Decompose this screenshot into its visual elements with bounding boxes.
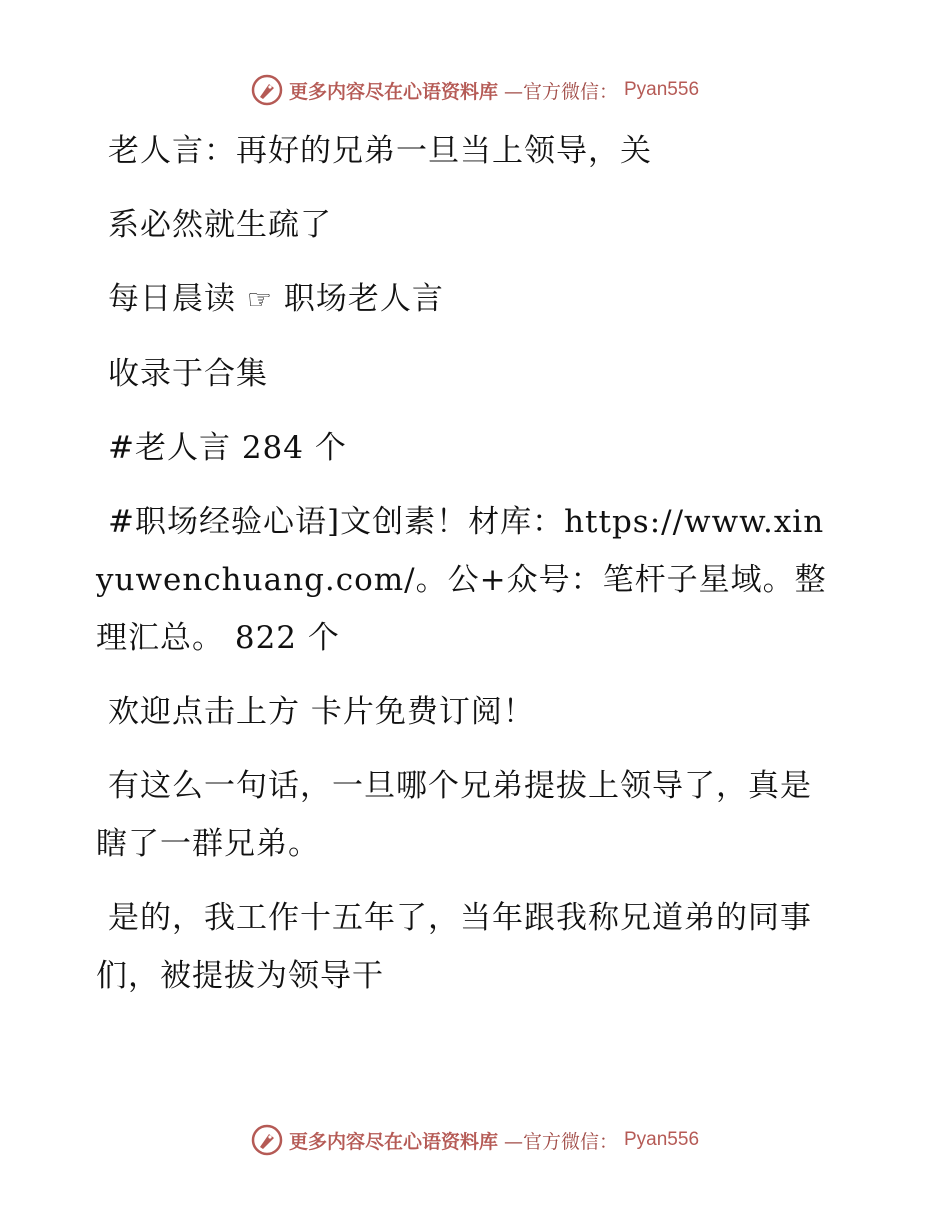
banner-wechat-id: Pyan556 [624,79,700,100]
column-label-before: 每日晨读 [108,281,247,317]
paragraph-subscribe: 欢迎点击上方 卡片免费订阅！ [108,694,535,730]
paragraph-body-1: 有这么一句话，一旦哪个兄弟提拔上领导了，真是瞎了一群兄弟。 [96,768,812,862]
paragraph-title-line2: 系必然就生疏了 [108,207,332,243]
paragraph-tag-laorenyan[interactable]: #老人言 284 个 [108,430,347,466]
paragraph-collection-label: 收录于合集 [108,356,268,392]
column-label-after: 职场老人言 [272,281,444,317]
banner-site-text: 更多内容尽在心语资料库 [288,1130,498,1153]
paragraph-tag-workplace[interactable]: #职场经验心语]文创素！材库：https://www.xinyuwenchuang.com/。公+众号：笔杆子星域。整理汇总。 822 个 [96,504,827,656]
paragraph-body-2: 是的，我工作十五年了，当年跟我称兄道弟的同事们，被提拔为领导干 [96,900,812,994]
document-body [96,122,836,1021]
pen-nib-logo-icon [251,1124,283,1156]
header-banner [0,70,950,110]
footer-banner [0,1120,950,1160]
banner-separator-text: —官方微信： [503,80,618,103]
banner-wechat-id: Pyan556 [624,1129,700,1150]
pen-nib-logo-icon [251,74,283,106]
paragraph-title-line1: 老人言：再好的兄弟一旦当上领导，关 [108,133,652,169]
pointing-hand-icon: ☞ [246,283,273,316]
banner-separator-text: —官方微信： [503,1130,618,1153]
banner-site-text: 更多内容尽在心语资料库 [288,80,498,103]
paragraph-column [96,270,836,329]
